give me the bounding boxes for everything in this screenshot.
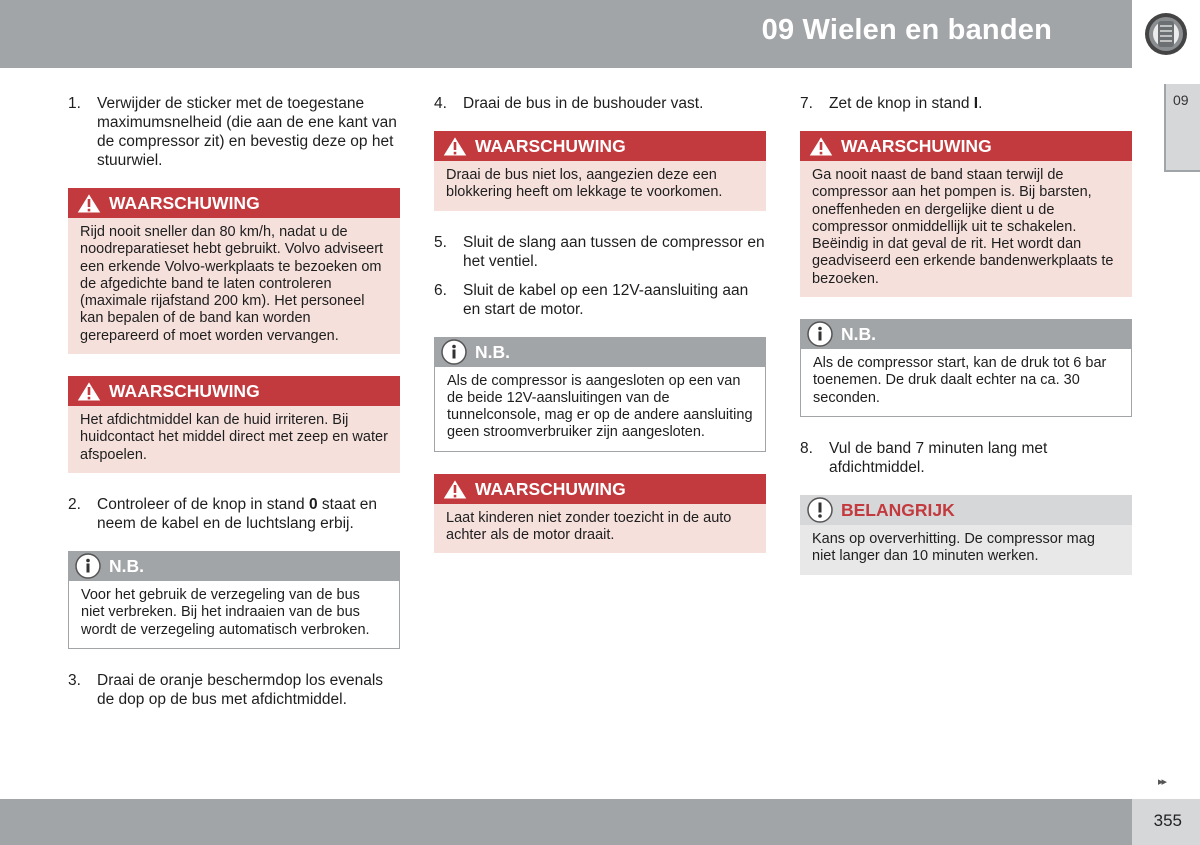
- step-text: Verwijder de sticker met de toegestane maximumsnelheid (die aan de ene kant van de compressor zit) en bevestig deze op het stuurwiel.: [97, 95, 397, 169]
- step-text: Zet de knop in stand: [829, 95, 974, 112]
- warning-text: Rijd nooit sneller dan 80 km/h, nadat u de noodreparatieset hebt gebruikt. Volvo adviseert een erkende Volvo-werkplaats te bezoeken om de afgedichte band te laten controleren (maximale rijafstand 200 km). Het personeel kan bepalen of de band kan worden gerepareerd of moet worden vervangen.: [68, 218, 400, 354]
- step-bold-value: 0: [308, 495, 318, 513]
- note-header: [68, 551, 400, 581]
- step-number: 1.: [68, 95, 81, 112]
- step-number: 4.: [434, 95, 447, 112]
- step-text: staat en neem de kabel en de luchtslang erbij.: [97, 495, 378, 532]
- step-7: [800, 94, 1132, 113]
- warning-box: [434, 131, 766, 211]
- chapter-icon-box: [1132, 0, 1200, 68]
- step-text: Controleer of de knop in stand: [97, 495, 309, 513]
- warning-header: [434, 131, 766, 161]
- warning-header: [800, 131, 1132, 161]
- step-1: [68, 94, 400, 170]
- info-icon: [75, 553, 101, 579]
- step-number: 3.: [68, 671, 81, 689]
- step-text: Draai de bus in de bushouder vast.: [463, 95, 704, 112]
- info-icon: [441, 339, 467, 365]
- note-text: Voor het gebruik de verzegeling van de bus niet verbreken. Bij het indraaien van de bus wordt de verzegeling automatisch verbroken.: [68, 581, 400, 649]
- step-number: 6.: [434, 281, 447, 299]
- chapter-tab[interactable]: [1164, 84, 1200, 172]
- note-text: Als de compressor start, kan de druk tot 6 bar toenemen. De druk daalt echter na ca. 30 seconden.: [800, 349, 1132, 417]
- important-title: BELANGRIJK: [841, 499, 955, 520]
- warning-title: WAARSCHUWING: [841, 136, 992, 156]
- chapter-tab-label: 09: [1173, 92, 1189, 108]
- warning-box: [434, 474, 766, 554]
- chapter-title: 09 Wielen en banden: [761, 14, 1052, 46]
- step-number: 7.: [800, 95, 813, 112]
- step-text: Draai de oranje beschermdop los evenals de dop op de bus met afdichtmiddel.: [97, 671, 384, 708]
- step-number: 2.: [68, 495, 81, 513]
- warning-header: [68, 376, 400, 406]
- warning-triangle-icon: [75, 191, 103, 215]
- note-box: [68, 551, 400, 649]
- warning-title: WAARSCHUWING: [109, 193, 260, 213]
- step-text: .: [978, 95, 983, 112]
- step-number: 8.: [800, 439, 813, 457]
- warning-header: [68, 188, 400, 218]
- warning-text: Ga nooit naast de band staan terwijl de compressor aan het pompen is. Bij barsten, oneffenheden en dergelijke dient u de compressor onmiddellijk uit te schakelen. Beëindig in dat geval de rit. Het wordt dan geadviseerd een erkende bandenwerkplaats te bezoeken.: [800, 161, 1132, 297]
- chapter-header: [0, 0, 1132, 68]
- tire-icon: [1143, 11, 1189, 57]
- important-header: [800, 495, 1132, 525]
- page-footer: [0, 799, 1132, 845]
- column-3: [800, 94, 1132, 597]
- warning-title: WAARSCHUWING: [475, 478, 626, 499]
- page-number-box: [1132, 799, 1200, 845]
- step-4: [434, 94, 766, 113]
- warning-box: [68, 376, 400, 473]
- warning-header: [434, 474, 766, 504]
- warning-triangle-icon: [441, 134, 469, 158]
- step-bold-value: I: [973, 95, 979, 112]
- page-number: 355: [1153, 811, 1182, 830]
- step-2: [68, 495, 400, 533]
- warning-text: Laat kinderen niet zonder toezicht in de auto achter als de motor draait.: [434, 504, 766, 554]
- note-header: [434, 337, 766, 367]
- column-2: [434, 94, 766, 575]
- warning-triangle-icon: [75, 379, 103, 403]
- note-title: N.B.: [109, 555, 144, 576]
- warning-title: WAARSCHUWING: [475, 136, 626, 156]
- important-text: Kans op oververhitting. De compressor mag niet langer dan 10 minuten werken.: [800, 525, 1132, 575]
- note-text: Als de compressor is aangesloten op een van de beide 12V-aansluitingen van de tunnelconsole, mag er op de andere aansluiting geen stroomverbruiker zijn aangesloten.: [434, 367, 766, 452]
- step-6: [434, 281, 766, 319]
- step-number: 5.: [434, 233, 447, 251]
- important-box: [800, 495, 1132, 575]
- note-header: [800, 319, 1132, 349]
- exclamation-icon: [807, 497, 833, 523]
- note-title: N.B.: [841, 324, 876, 345]
- step-3: [68, 671, 400, 709]
- info-icon: [807, 321, 833, 347]
- warning-text: Draai de bus niet los, aangezien deze een blokkering heeft om lekkage te voorkomen.: [434, 161, 766, 211]
- note-box: [800, 319, 1132, 417]
- warning-title: WAARSCHUWING: [109, 381, 260, 402]
- column-1: [68, 94, 400, 719]
- warning-triangle-icon: [807, 134, 835, 158]
- step-text: Vul de band 7 minuten lang met afdichtmiddel.: [829, 439, 1048, 476]
- warning-text: Het afdichtmiddel kan de huid irriteren. Bij huidcontact het middel direct met zeep en water afspoelen.: [68, 406, 400, 473]
- step-text: Sluit de kabel op een 12V-aansluiting aan en start de motor.: [463, 281, 749, 318]
- step-5: [434, 233, 766, 271]
- warning-box: [68, 188, 400, 354]
- step-8: [800, 439, 1132, 477]
- note-box: [434, 337, 766, 452]
- warning-box: [800, 131, 1132, 297]
- step-text: Sluit de slang aan tussen de compressor en het ventiel.: [463, 233, 765, 270]
- next-page-indicator: ▸▸: [1158, 776, 1166, 788]
- note-title: N.B.: [475, 341, 510, 362]
- warning-triangle-icon: [441, 477, 469, 501]
